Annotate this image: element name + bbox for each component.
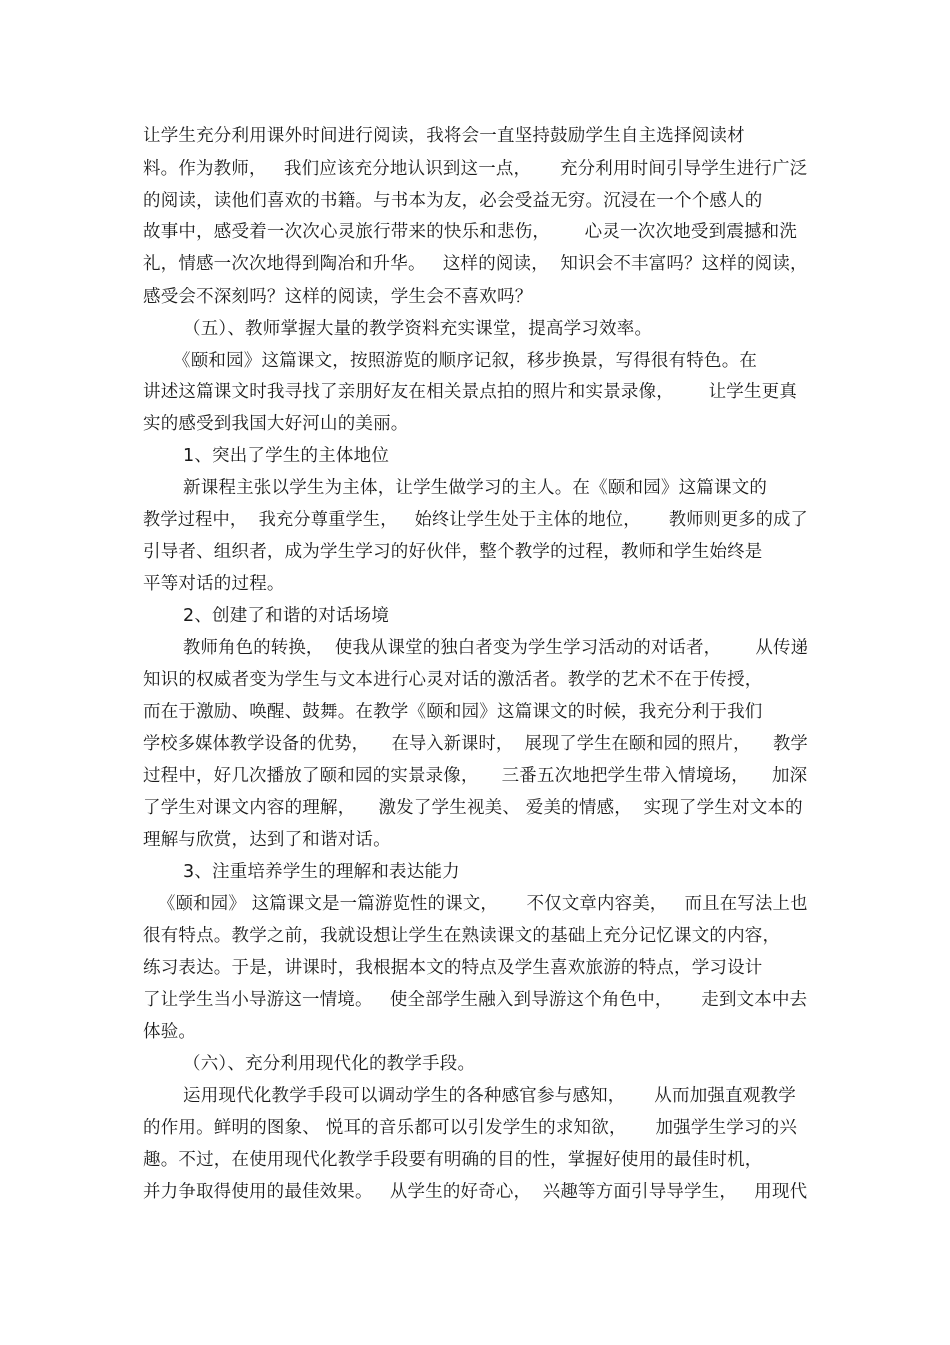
text-line: 的阅读，读他们喜欢的书籍。与书本为友，必会受益无穷。沉浸在一个个感人的 [143, 191, 763, 211]
text-line: 平等对话的过程。 [143, 574, 285, 594]
text-line: 《颐和园》 这篇课文是一篇游览性的课文， 不仅文章内容美， 而且在写法上也 [158, 894, 808, 914]
text-line: 过程中，好几次播放了颐和园的实景录像， 三番五次地把学生带入情境场， 加深 [143, 766, 808, 786]
subsection-heading: 3、注重培养学生的理解和表达能力 [183, 862, 460, 882]
text-line: 教师角色的转换， 使我从课堂的独白者变为学生学习活动的对话者， 从传递 [183, 638, 809, 658]
text-line: 并力争取得使用的最佳效果。 从学生的好奇心， 兴趣等方面引导导学生， 用现代 [143, 1182, 808, 1202]
text-line: 讲述这篇课文时我寻找了亲朋好友在相关景点拍的照片和实景录像， 让学生更真 [143, 382, 798, 402]
text-line: 知识的权威者变为学生与文本进行心灵对话的激活者。教学的艺术不在于传授， [143, 670, 763, 690]
section-heading: （五）、教师掌握大量的教学资料充实课堂，提高学习效率。 [183, 319, 653, 339]
text-line: 理解与欣赏，达到了和谐对话。 [143, 830, 391, 850]
text-line: 很有特点。教学之前，我就设想让学生在熟读课文的基础上充分记忆课文的内容， [143, 926, 781, 946]
text-line: 练习表达。于是，讲课时，我根据本文的特点及学生喜欢旅游的特点，学习设计 [143, 958, 763, 978]
text-line: 学校多媒体教学设备的优势， 在导入新课时， 展现了学生在颐和园的照片， 教学 [143, 734, 808, 754]
text-line: 新课程主张以学生为主体，让学生做学习的主人。在《颐和园》这篇课文的 [183, 478, 768, 498]
text-line: 引导者、组织者，成为学生学习的好伙伴，整个教学的过程，教师和学生始终是 [143, 542, 763, 562]
text-line: 趣。不过，在使用现代化教学手段要有明确的目的性，掌握好使用的最佳时机， [143, 1150, 763, 1170]
text-line: 教学过程中， 我充分尊重学生， 始终让学生处于主体的地位， 教师则更多的成了 [143, 510, 808, 530]
text-line: 感受会不深刻吗？这样的阅读，学生会不喜欢吗？ [143, 287, 533, 307]
section-heading: （六）、充分利用现代化的教学手段。 [183, 1054, 476, 1074]
text-line: 了让学生当小导游这一情境。 使全部学生融入到导游这个角色中， 走到文本中去 [143, 990, 808, 1010]
text-line: 体验。 [143, 1022, 197, 1042]
text-line: 运用现代化教学手段可以调动学生的各种感官参与感知， 从而加强直观教学 [183, 1086, 796, 1106]
text-line: 实的感受到我国大好河山的美丽。 [143, 414, 409, 434]
text-line: 礼，情感一次次地得到陶冶和升华。 这样的阅读， 知识会不丰富吗？这样的阅读， [143, 254, 808, 274]
subsection-heading: 1、突出了学生的主体地位 [183, 446, 390, 466]
subsection-heading: 2、创建了和谐的对话场境 [183, 606, 390, 626]
text-line: 而在于激励、唤醒、鼓舞。在教学《颐和园》这篇课文的时候，我充分利于我们 [143, 702, 763, 722]
text-line: 故事中，感受着一次次心灵旅行带来的快乐和悲伤， 心灵一次次地受到震撼和洗 [143, 222, 798, 242]
text-line: 的作用。鲜明的图象、 悦耳的音乐都可以引发学生的求知欲， 加强学生学习的兴 [143, 1118, 798, 1138]
text-line: 让学生充分利用课外时间进行阅读，我将会一直坚持鼓励学生自主选择阅读材 [143, 126, 745, 146]
text-line: 料。作为教师， 我们应该充分地认识到这一点， 充分利用时间引导学生进行广泛 [143, 159, 808, 179]
text-line: 《颐和园》这篇课文，按照游览的顺序记叙，移步换景，写得很有特色。在 [173, 351, 758, 371]
text-line: 了学生对课文内容的理解， 激发了学生视美、 爱美的情感， 实现了学生对文本的 [143, 798, 803, 818]
